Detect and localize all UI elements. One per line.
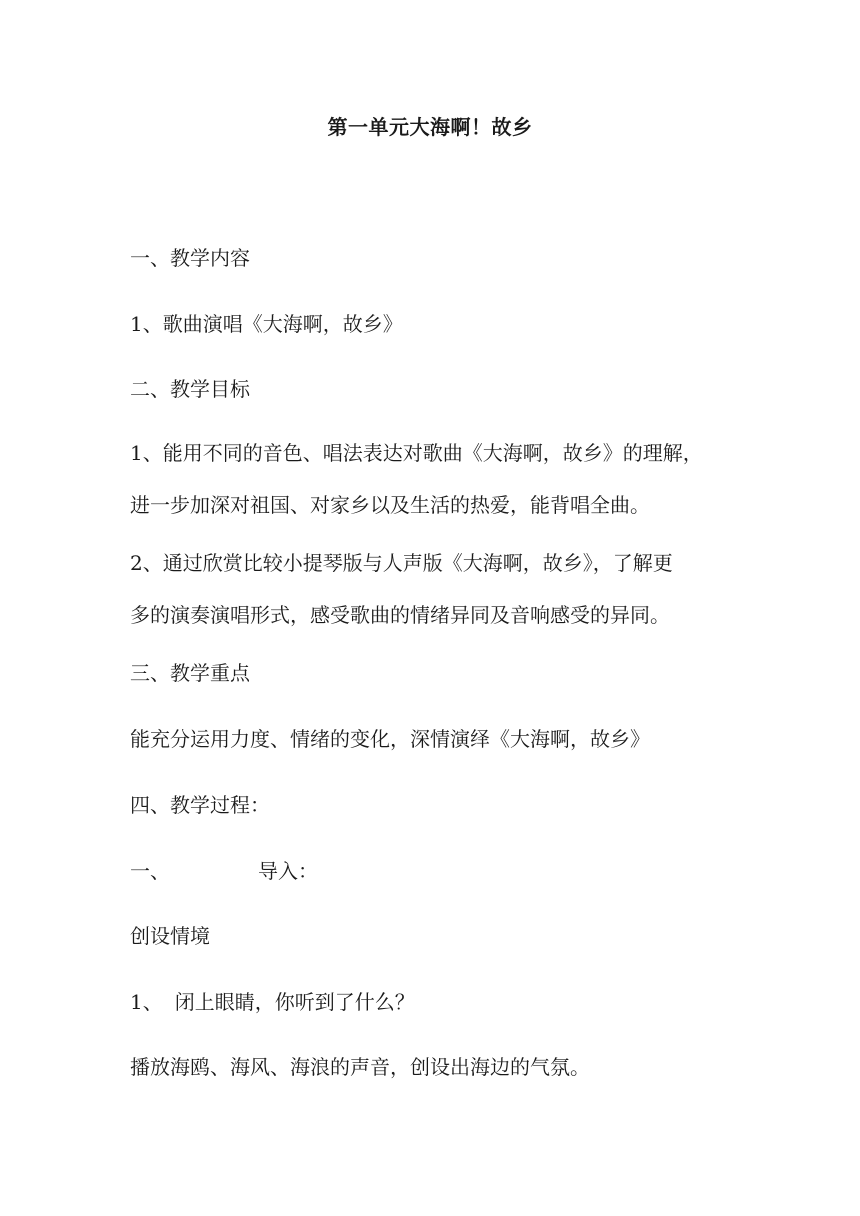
section-heading-process: 四、教学过程：: [130, 793, 270, 817]
goal-2-line-1: 2、通过欣赏比较小提琴版与人声版《大海啊，故乡》，了解更: [130, 551, 673, 575]
step-1-line: [130, 856, 730, 886]
step-1-number: 一、: [130, 859, 170, 883]
question-1-text: 闭上眼睛，你听到了什么？: [174, 990, 415, 1014]
goal-paragraph-1: [130, 427, 730, 531]
content-item-1: 1、歌曲演唱《大海啊，故乡》: [130, 312, 403, 336]
section-heading-focus: 三、教学重点: [130, 661, 250, 685]
goal-paragraph-2: [130, 537, 730, 641]
section-heading-content: 一、教学内容: [130, 246, 250, 270]
question-1-line: [130, 987, 730, 1017]
activity-text: 播放海鸥、海风、海浪的声音，创设出海边的气氛。: [130, 1055, 590, 1079]
scenario-heading: 创设情境: [130, 924, 210, 948]
section-heading-goals: 二、教学目标: [130, 377, 250, 401]
goal-2-line-2: 多的演奏演唱形式，感受歌曲的情绪异同及音响感受的异同。: [130, 603, 670, 627]
step-1-label: 导入：: [258, 859, 318, 883]
goal-1-line-2: 进一步加深对祖国、对家乡以及生活的热爱，能背唱全曲。: [130, 493, 650, 517]
goal-1-line-1: 1、能用不同的音色、唱法表达对歌曲《大海啊，故乡》的理解，: [130, 441, 703, 465]
question-1-number: 1、: [130, 990, 163, 1014]
focus-text: 能充分运用力度、情绪的变化，深情演绎《大海啊，故乡》: [130, 727, 650, 751]
document-title: 第一单元大海啊！故乡: [327, 115, 533, 139]
